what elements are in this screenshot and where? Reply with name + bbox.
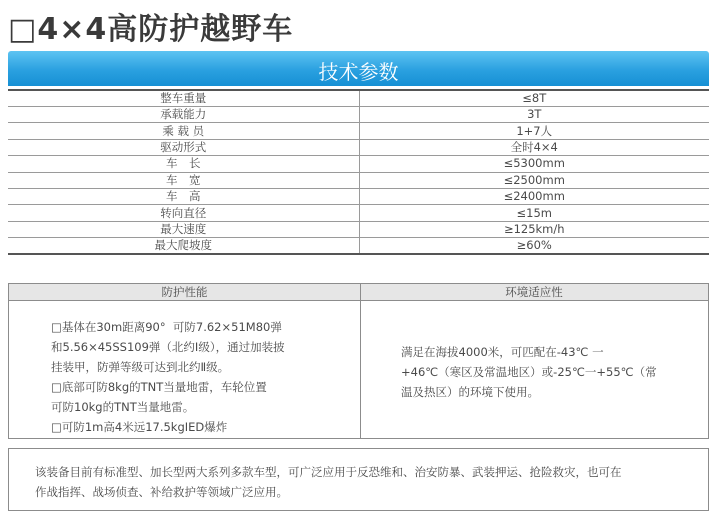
section-banner xyxy=(8,51,709,86)
protection-line: □基体在30m距离90° 可防7.62×51M80弹 xyxy=(51,320,282,334)
page-title: □4×4高防护越野车 xyxy=(8,12,294,47)
spec-value: ≤5300mm xyxy=(359,156,709,172)
protection-text xyxy=(51,317,351,437)
spec-value: ≤2400mm xyxy=(359,188,709,204)
table-row xyxy=(8,221,709,237)
spec-label: 转向直径 xyxy=(8,205,359,221)
environment-line: 温及热区）的环境下使用。 xyxy=(401,385,539,399)
table-row xyxy=(8,139,709,155)
protection-line: 可防10kg的TNT当量地雷。 xyxy=(51,400,195,414)
protection-header: 防护性能 xyxy=(161,285,208,299)
spec-label: 乘 载 员 xyxy=(8,123,359,139)
table-row xyxy=(8,188,709,204)
environment-line: 满足在海拔4000米，可匹配在-43℃ 一 xyxy=(401,345,604,359)
spec-label: 车 长 xyxy=(8,156,359,172)
table-row xyxy=(8,205,709,221)
spec-label: 最大爬坡度 xyxy=(8,238,359,255)
spec-value: ≤2500mm xyxy=(359,172,709,188)
column-divider xyxy=(360,284,361,438)
spec-value: 3T xyxy=(359,107,709,123)
table-row xyxy=(8,238,709,255)
spec-label: 最大速度 xyxy=(8,221,359,237)
protection-line: 挂装甲，防弹等级可达到北约Ⅱ级。 xyxy=(51,360,230,374)
spec-value: ≥125km/h xyxy=(359,221,709,237)
description-line: 作战指挥、战场侦查、补给救护等领域广泛应用。 xyxy=(35,485,288,499)
description-text xyxy=(35,462,622,502)
spec-label: 承载能力 xyxy=(8,107,359,123)
protection-line: □底部可防8kg的TNT当量地雷，车轮位置 xyxy=(51,380,267,394)
protection-environment-panel xyxy=(8,283,709,439)
environment-text xyxy=(401,342,691,402)
spec-value: 1+7人 xyxy=(359,123,709,139)
panel-header xyxy=(9,284,708,301)
description-panel xyxy=(8,448,709,511)
spec-value: ≤15m xyxy=(359,205,709,221)
protection-line: □可防1m高4米远17.5kgIED爆炸 xyxy=(51,420,228,434)
spec-label: 车 宽 xyxy=(8,172,359,188)
table-row xyxy=(8,156,709,172)
table-row xyxy=(8,90,709,107)
spec-value: ≥60% xyxy=(359,238,709,255)
spec-value: ≤8T xyxy=(359,90,709,107)
description-line: 该装备目前有标准型、加长型两大系列多款车型，可广泛应用于反恐维和、治安防暴、武装押运、抢险救灾，也可在 xyxy=(35,465,622,479)
environment-header: 环境适应性 xyxy=(505,285,563,299)
specs-table xyxy=(8,89,709,255)
table-row xyxy=(8,172,709,188)
environment-line: +46℃（寒区及常温地区）或-25℃一+55℃（常 xyxy=(401,365,657,379)
banner-title: 技术参数 xyxy=(318,60,399,84)
spec-label: 车 高 xyxy=(8,188,359,204)
table-row xyxy=(8,123,709,139)
protection-line: 和5.56×45SS109弹（北约Ⅰ级），通过加装披 xyxy=(51,340,285,354)
spec-value: 全时4×4 xyxy=(359,139,709,155)
table-row xyxy=(8,107,709,123)
spec-label: 驱动形式 xyxy=(8,139,359,155)
spec-label: 整车重量 xyxy=(8,90,359,107)
